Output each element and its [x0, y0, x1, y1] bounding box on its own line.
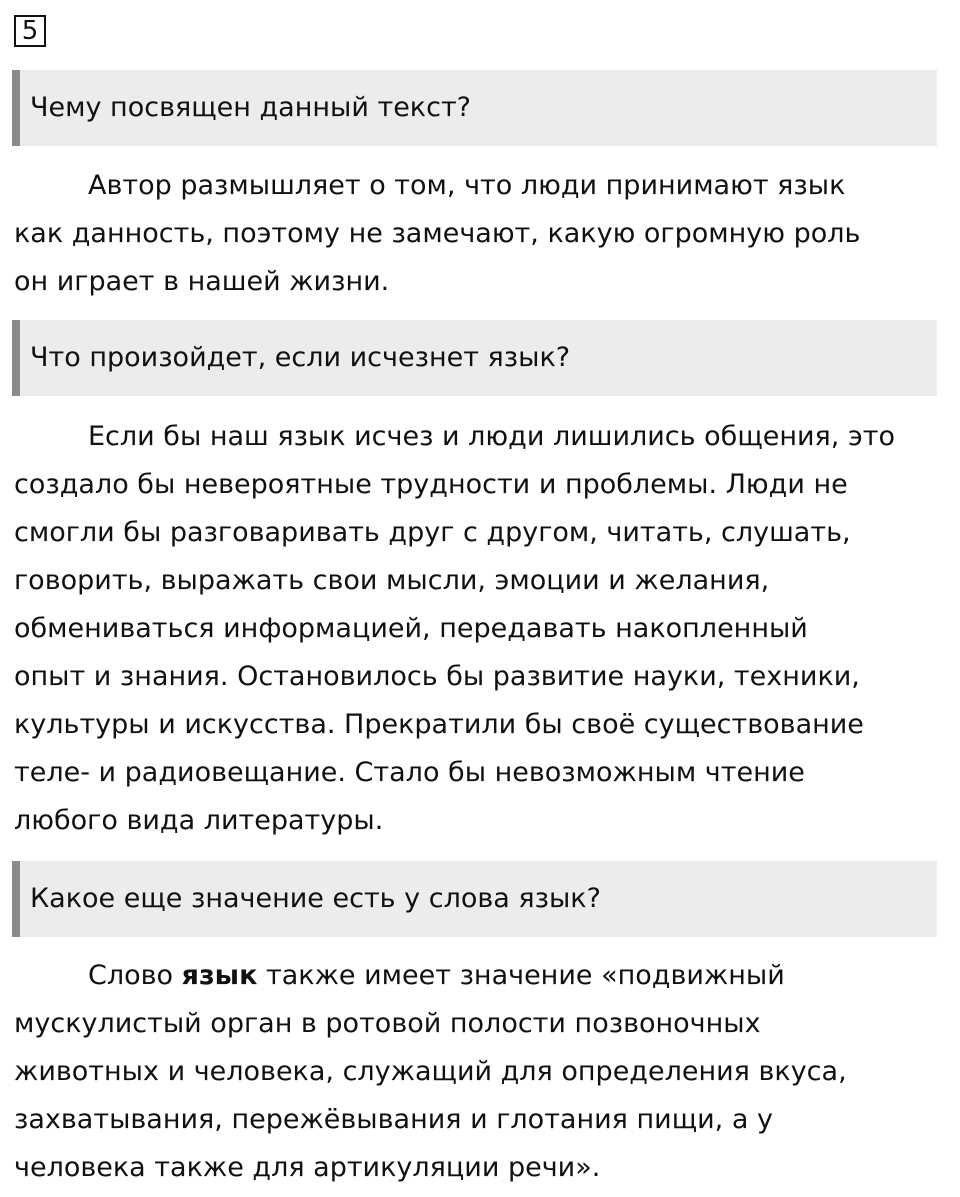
answer-3-line: захватывания, пережёвывания и глотания пищи, а у	[14, 1104, 773, 1135]
answer-2-line: смогли бы разговаривать друг с другом, читать, слушать,	[14, 517, 851, 548]
answer-2-line: любого вида литературы.	[14, 805, 384, 836]
answer-1-line: как данность, поэтому не замечают, какую огромную роль	[14, 218, 861, 249]
answer-3-bold-term: язык	[181, 960, 258, 991]
answer-3-line: человека также для артикуляции речи».	[14, 1152, 601, 1183]
question-2-header: Что произойдет, если исчезнет язык?	[12, 320, 937, 396]
answer-3-prefix: Слово	[88, 960, 182, 991]
answer-3-line	[14, 952, 950, 1000]
answer-3	[14, 952, 950, 1192]
question-3-header: Какое еще значение есть у слова язык?	[12, 861, 937, 937]
answer-1-line: он играет в нашей жизни.	[14, 266, 390, 297]
answer-3-suffix: также имеет значение «подвижный	[257, 960, 785, 991]
answer-2-line: опыт и знания. Остановилось бы развитие науки, техники,	[14, 661, 860, 692]
answer-2	[14, 413, 950, 845]
answer-3-line: животных и человека, служащий для определения вкуса,	[14, 1056, 847, 1087]
task-number-box: 5	[14, 15, 46, 47]
answer-3-line: мускулистый орган в ротовой полости позвоночных	[14, 1008, 761, 1039]
answer-2-line: говорить, выражать свои мысли, эмоции и желания,	[14, 565, 770, 596]
answer-2-line: обмениваться информацией, передавать накопленный	[14, 613, 808, 644]
answer-2-line: Если бы наш язык исчез и люди лишились общения, это	[88, 421, 896, 452]
answer-1	[14, 162, 950, 306]
answer-1-line: Автор размышляет о том, что люди принимают язык	[88, 170, 846, 201]
question-1-header: Чему посвящен данный текст?	[12, 70, 937, 146]
answer-2-line: теле- и радиовещание. Стало бы невозможным чтение	[14, 757, 805, 788]
answer-2-line: культуры и искусства. Прекратили бы своё существование	[14, 709, 864, 740]
answer-2-line: создало бы невероятные трудности и проблемы. Люди не	[14, 469, 848, 500]
